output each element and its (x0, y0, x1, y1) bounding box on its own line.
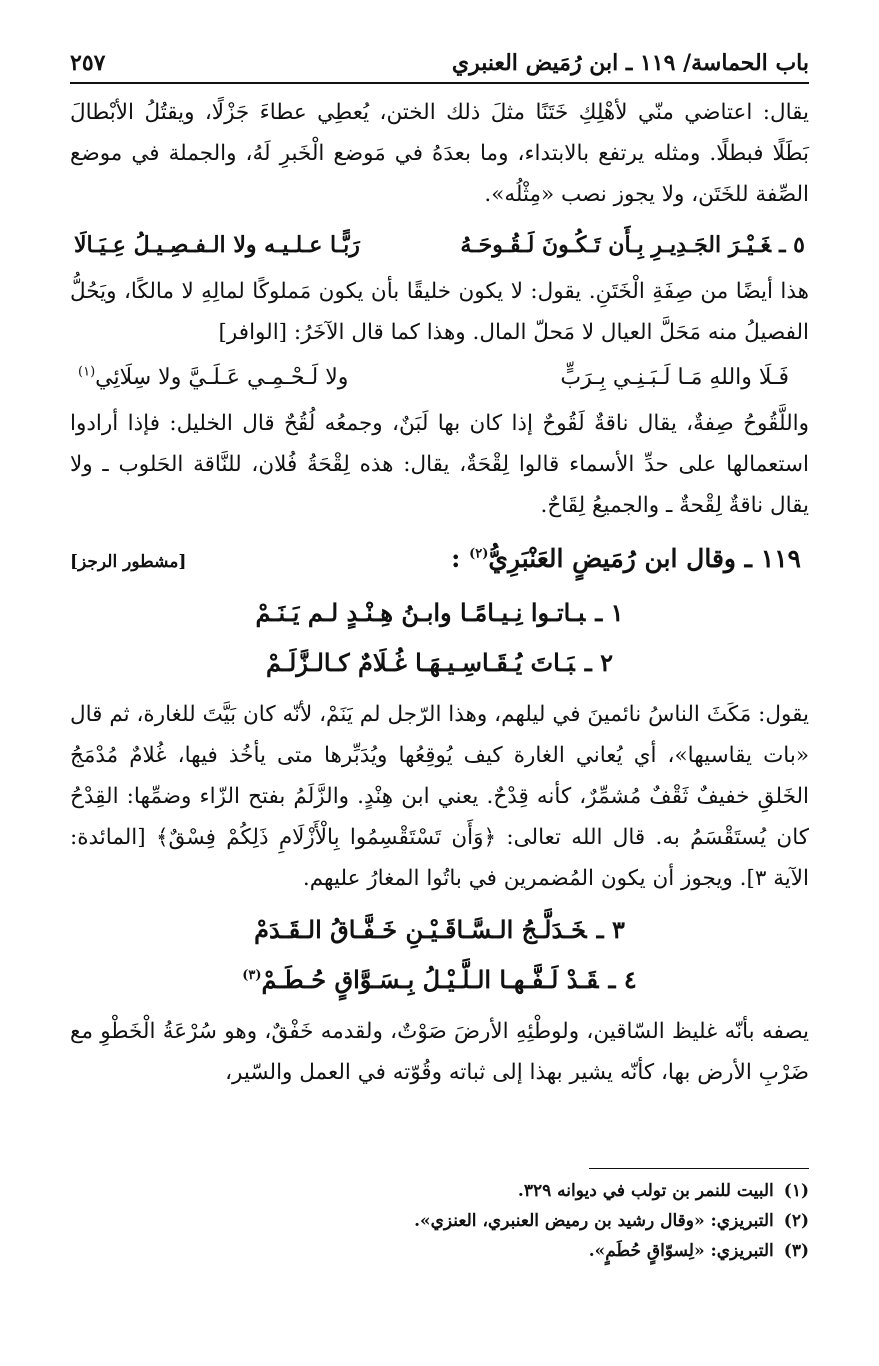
poem-line-1 (70, 588, 809, 638)
paragraph-after-line-4: يصفه بأنّه غليظ السّاقين، ولوطْئِهِ الأرضَ صَوْتٌ، ولقدمه خَفْقٌ، وهو سُرْعَةُ الْخَطْوِ مع ضَرْبِ الأرض بها، كأنّه يشير بهذا إلى ثباته وقُوّته في العمل والسّير، (70, 1019, 809, 1085)
poem-119-heading (70, 530, 809, 588)
footnote-3 (70, 1236, 809, 1266)
poem-line-2-text: بَـاتَ يُـقَـاسِـيـهَـا غُـلَامٌ كـالـزَّلَـمْ (266, 648, 575, 677)
footnote-1-number: (١) (783, 1181, 809, 1201)
footnote-marker-2: (٢) (469, 546, 489, 562)
poem-line-2 (70, 638, 809, 688)
page-header (70, 36, 809, 84)
quoted-verse-second-hemistich (78, 353, 348, 403)
quoted-verse-second-text: ولا لَـحْـمِـي عَـلَـيَّ ولا سِلَائِي (95, 365, 349, 390)
intro-paragraph: يقال: اعتاضي منّي لأهْلِكِ خَتَنًا مثلَ ذلك الختن، يُعطِي عطاءَ جَزْلًا، ويقتُلُ الأبْطالَ بَطَلًا فبطلًا. ومثله يرتفع بالابتداء، وما بعدَهُ في مَوضع الْخَبرِ لَهُ، والجملة في موضع الصِّفة للخَتَن، ولا يجوز نصب «مِثْلُه». (70, 100, 809, 207)
poem-119-title-text: ١١٩ ـ وقال ابن رُمَيضٍ العَنْبَرِيُّ (488, 544, 801, 573)
footnote-separator (589, 1168, 809, 1169)
poem-line-3-text: خَـدَلَّـجُ الـسَّـاقَـيْـنِ خَـفَّـاقُ الـقَـدَمْ (254, 915, 587, 944)
footnote-marker-1: (١) (78, 364, 96, 380)
footnote-2-number: (٢) (783, 1211, 809, 1231)
poem-line-1-text: بـاتـوا نِـيـامًـا وابـنُ هِـنْـدٍ لـم يَـنَـمْ (255, 598, 586, 627)
paragraph-after-verse-5: هذا أيضًا من صِفَةِ الْخَتَنِ. يقول: لا يكون خليقًا بأن يكون مَملوكًا لمالِهِ لا مالكًا، ويَحُلُّ الفصيلُ منه مَحَلَّ العيال لا مَحلّ المال. وهذا كما قال الآخَرُ: [الوافر] (70, 279, 809, 345)
verse-5-second-hemistich: رَبًّـا عـلـيـه ولا الـفـصِـيـلُ عِـيَـالَا (74, 232, 360, 258)
footnote-2-text: التبريزي: «وقال رشيد بن رميض العنبري، العنزي». (414, 1211, 774, 1231)
poem-line-2-number: ٢ ـ (584, 648, 613, 677)
page-body (70, 92, 809, 1093)
footnotes (70, 1176, 809, 1266)
verse-5-first-text: غَـيْـرَ الجَـدِيـرِ بِـأَن تَـكُـونَ لَـقُـوحَـهُ (460, 232, 772, 258)
running-head: باب الحماسة/ ١١٩ ـ ابن رُمَيض العنبري (451, 50, 809, 76)
poem-meter: [مشطور الرجز] (70, 552, 187, 572)
footnote-marker-3: (٣) (242, 968, 262, 983)
poem-line-3-number: ٣ ـ (596, 915, 625, 944)
footnote-2 (70, 1206, 809, 1236)
poem-line-4 (70, 955, 809, 1005)
verse-5-number: ٥ ـ (779, 232, 805, 258)
quoted-verse (70, 353, 809, 403)
footnote-3-number: (٣) (783, 1241, 809, 1261)
footnote-3-text: التبريزي: «لِسوّاقٍ حُطَمٍ». (588, 1241, 774, 1261)
verse-5-first-hemistich (460, 219, 805, 271)
poem-line-3 (70, 905, 809, 955)
footnote-1-text: البيت للنمر بن تولب في ديوانه ٣٢٩. (517, 1181, 774, 1201)
quoted-verse-first-hemistich: فَـلَا واللهِ مَـا لَـبَـنِـي بِـرَبٍّ (560, 365, 789, 390)
poem-line-1-number: ١ ـ (595, 598, 624, 627)
paragraph-after-line-2: يقول: مَكَثَ الناسُ نائمينَ في ليلهم، وهذا الرّجل لم يَنَمْ، لأنّه كان بَيَّتَ للغارة، ثم قال «بات يقاسيها»، أي يُعاني الغارة كيف يُوقِعُها ويُدَبِّرها متى يأخُذ فيها، غُلامٌ مُدْمَجُ الخَلقِ خفيفٌ ثَقْفٌ مُشمِّرٌ، كأنه قِدْحٌ. يعني ابن هِنْدٍ. والزَّلَمُ بفتح الزّاء وضمِّها: القِدْحُ كان يُستَقْسَمُ به. قال الله تعالى: ﴿وَأَن تَسْتَقْسِمُوا بِالْأَزْلَامِ ذَلِكُمْ فِسْقٌ﴾ [المائدة: الآية ٣]. ويجوز أن يكون المُضمرين في باتُوا المغارُ عليهم. (70, 702, 809, 891)
footnote-1 (70, 1176, 809, 1206)
paragraph-laquh: واللَّقُوحُ صِفةٌ، يقال ناقةٌ لَقُوحٌ إذا كان بها لَبَنٌ، وجمعُه لُقُحٌ قال الخليل: فإذا أرادوا استعمالها على حدِّ الأسماء قالوا لِقْحَةٌ، يقال: هذه لِقْحَةُ فُلان، للنَّاقة الحَلوب ـ ولا يقال ناقةٌ لِقْحةٌ ـ والجميعُ لِقَاحٌ. (70, 411, 809, 518)
poem-line-4-number: ٤ ـ (608, 965, 637, 994)
poem-line-4-text: قَـدْ لَـفَّـهـا الـلَّـيْـلُ بِـسَـوَّاقٍ حُـطَـمْ (261, 965, 599, 994)
poem-119-title (451, 530, 809, 588)
verse-5 (70, 219, 809, 271)
page-number: ٢٥٧ (70, 50, 106, 76)
poem-119-title-colon: : (451, 544, 461, 573)
